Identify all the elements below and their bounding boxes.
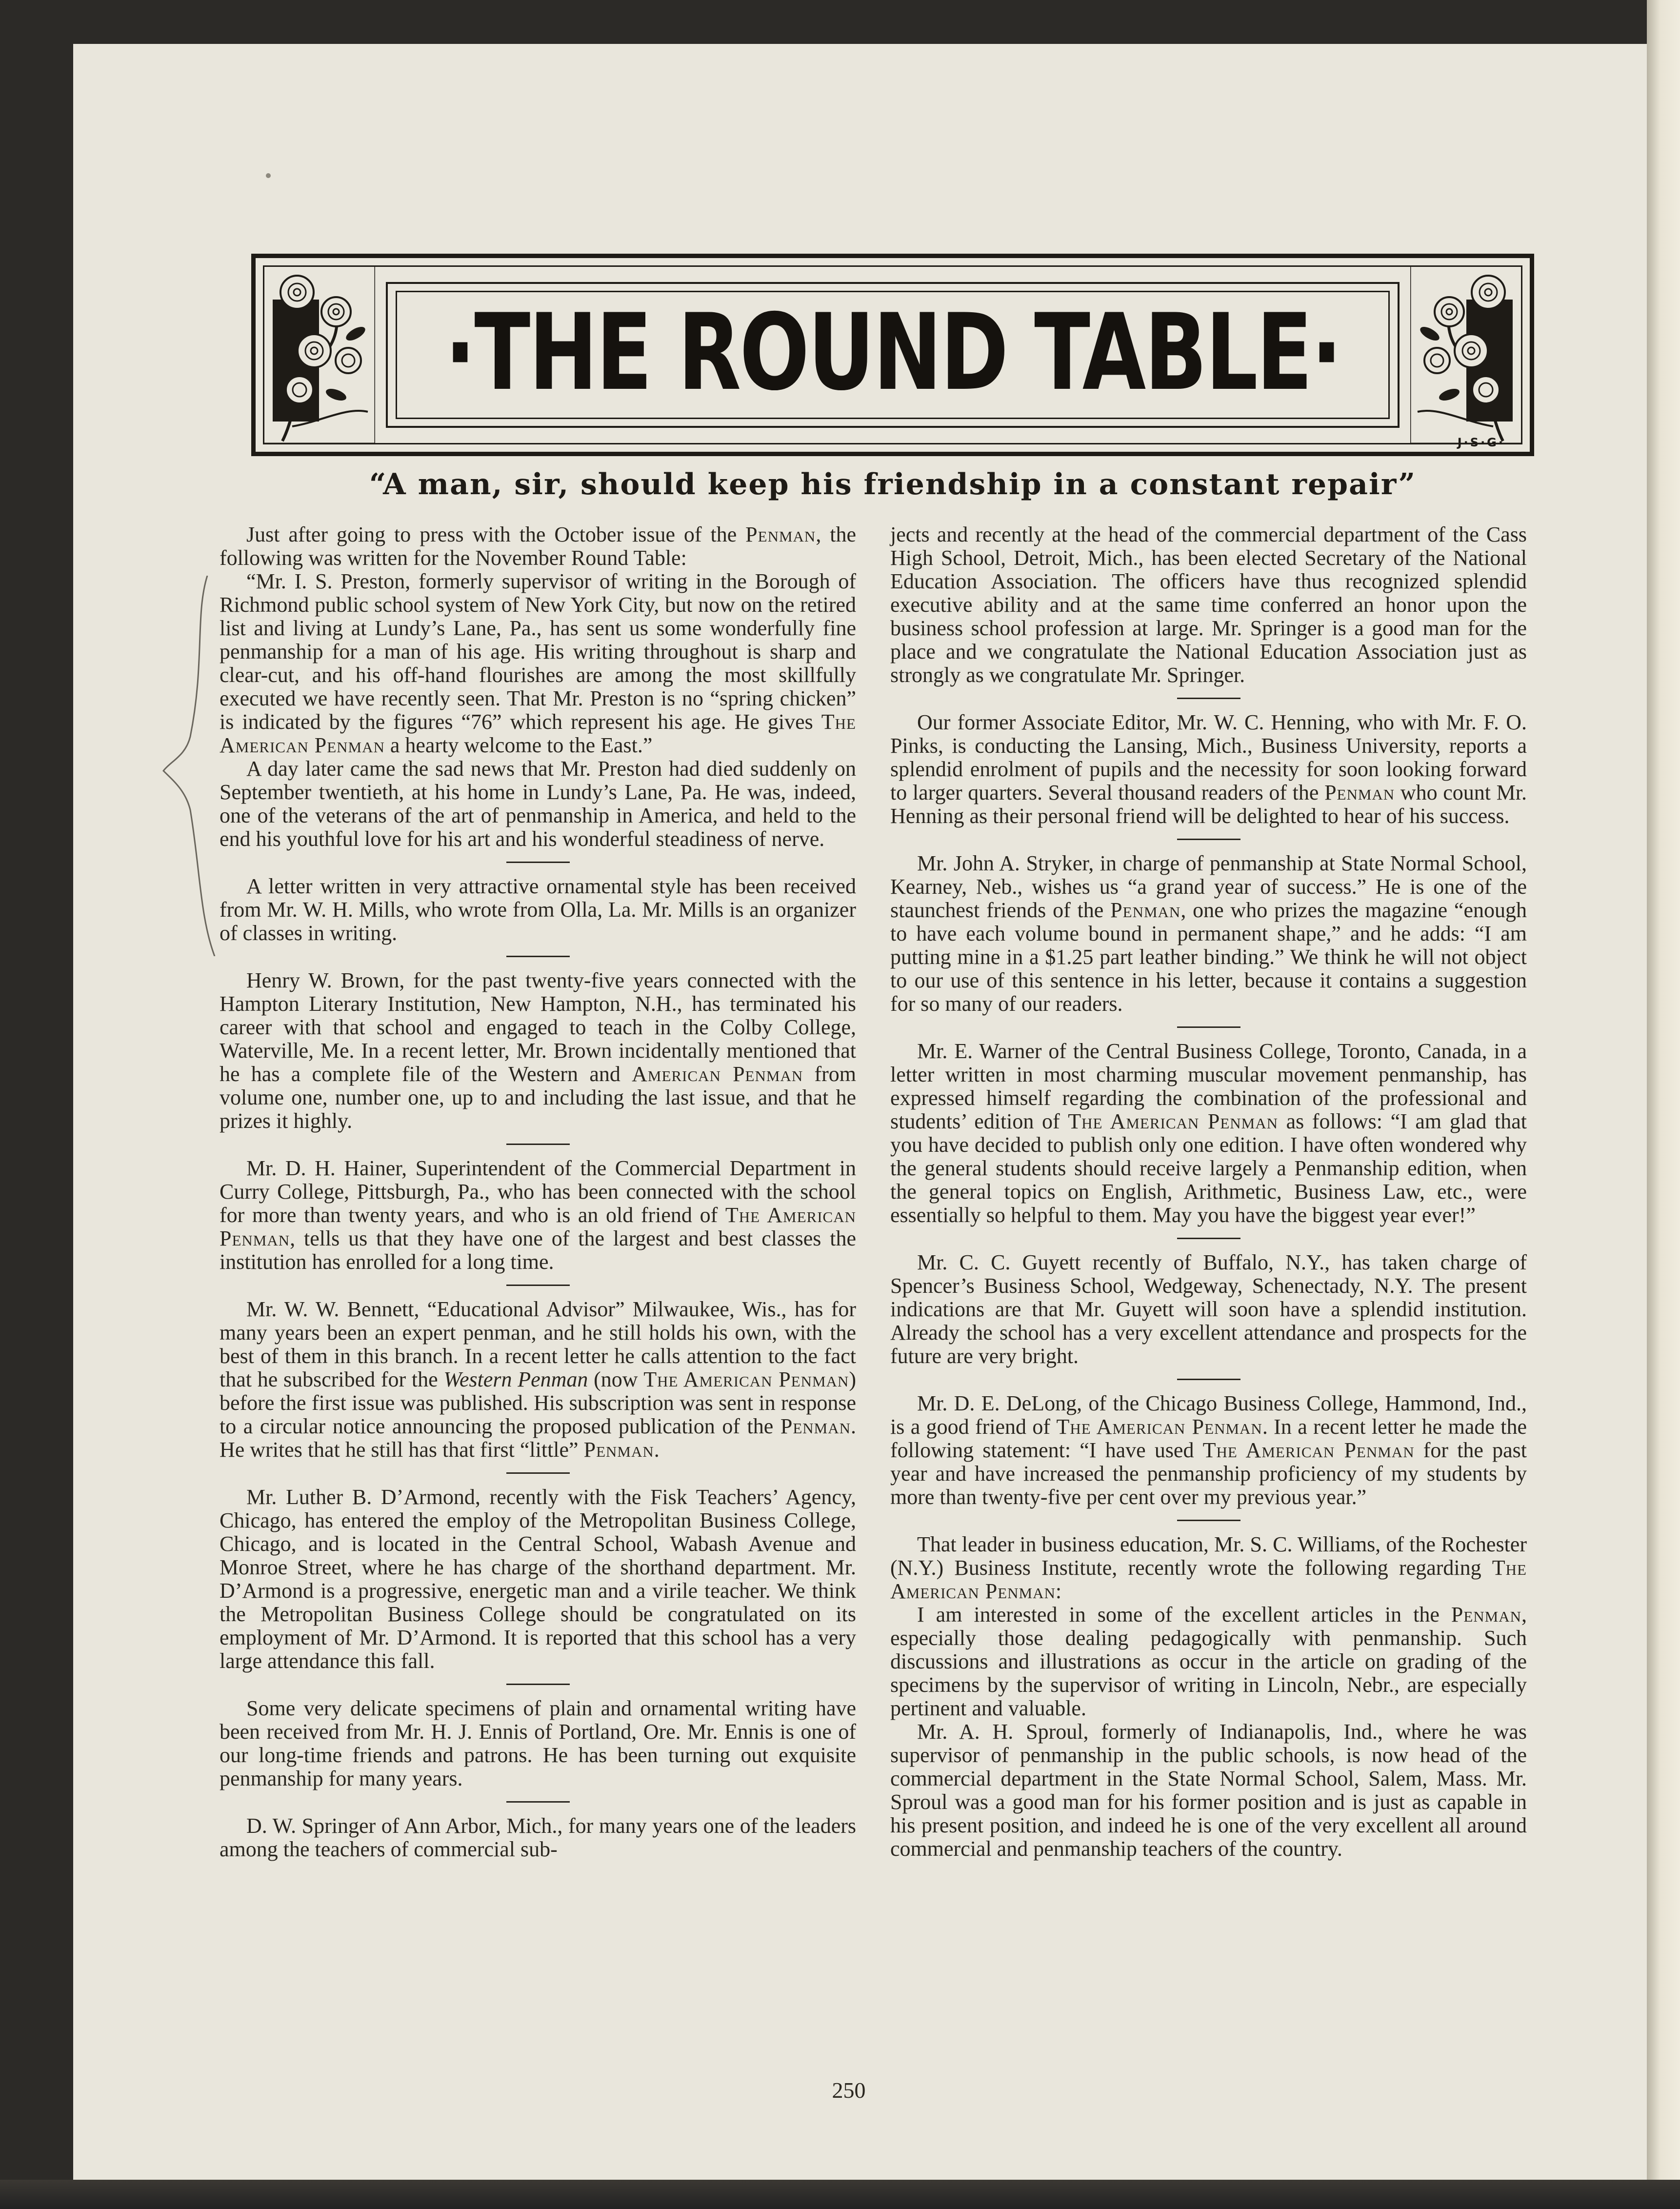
- paragraph-text: .: [654, 1438, 660, 1462]
- section-divider: [506, 956, 570, 957]
- publication-name: The American Penman: [1056, 1415, 1262, 1439]
- left-column: [220, 523, 856, 1861]
- article-paragraph: [890, 1533, 1527, 1603]
- article-paragraph: [890, 852, 1527, 1016]
- paragraph-text: I am interested in some of the excellent articles in the: [917, 1603, 1451, 1627]
- paragraph-text: , one who prizes the magazine “enough to have each volume bound in permanent shape,” and he adds: “I am putting mine in a $1.25 part leather binding.” We think he will not object to our use of this sentence in his letter, because it contains a suggestion for so many of our readers.: [890, 898, 1527, 1016]
- paragraph-text: from volume one, number one, up to and including the last issue, and that he prizes it highly.: [220, 1062, 857, 1133]
- paragraph-text: , the following was written for the November Round Table:: [220, 522, 856, 570]
- publication-name: American Penman: [632, 1062, 803, 1086]
- section-divider: [506, 862, 570, 863]
- section-divider: [506, 1684, 570, 1685]
- section-divider: [506, 1285, 570, 1286]
- article-paragraph: [890, 1251, 1527, 1368]
- motto-subtitle: “A man, sir, should keep his friendship in a constant repair”: [369, 467, 1417, 502]
- paragraph-text: Henry W. Brown, for the past twenty-five years connected with the Hampton Literary Institution, New Hampton, N.H., has terminated his career with that school and engaged to teach in the Colby College, Waterville, Me. In a recent letter, Mr. Brown incidentally mentioned that he has a complete file of the Western and: [220, 968, 856, 1086]
- paragraph-text: jects and recently at the head of the commercial department of the Cass High School, Detroit, Mich., has been elected Secretary of the National Education Association. The officers have thus recognized splendid executive ability and at the same time conferred an honor upon the business school profession at large. Mr. Springer is a good man for the place and we congratulate the National Education Association just as strongly as we congratulate Mr. Springer.: [890, 522, 1527, 687]
- artist-initials: J·S·G·: [1457, 436, 1505, 449]
- paragraph-text: “Mr. I. S. Preston, formerly supervisor of writing in the Borough of Richmond public school system of New York City, but now on the retired list and living at Lundy’s Lane, Pa., has sent us some wonderfully fine penmanship for a man of his age. His writing throughout is sharp and clear-cut, and his off-hand flourishes are among the most skillfully executed we have recently seen. That Mr. Preston is no “spring chicken” is indicated by the figures “76” which represent his age. He gives: [220, 569, 856, 734]
- round-table-banner: [251, 254, 1534, 456]
- publication-name: The American Penman: [890, 1556, 1527, 1603]
- paragraph-text: That leader in business education, Mr. S. C. Williams, of the Rochester (N.Y.) Business Institute, recently wrote the following regarding: [890, 1532, 1527, 1580]
- publication-name: Penman: [583, 1438, 654, 1462]
- article-paragraph: [220, 875, 856, 945]
- right-column: [890, 523, 1527, 1861]
- article-paragraph: [220, 1486, 856, 1673]
- paragraph-text: as follows: “I am glad that you have decided to publish only one edition. I have often wondered why the general students should receive largely a Penmanship edition, when the general topics on English, Arithmetic, Business Law, etc., were essentially so helpful to them. May you have the biggest year ever!”: [890, 1109, 1527, 1227]
- italic-title: Western Penman: [443, 1367, 588, 1391]
- article-paragraph: [220, 969, 856, 1133]
- paragraph-text: (now: [588, 1367, 644, 1391]
- paragraph-text: Our former Associate Editor, Mr. W. C. Henning, who with Mr. F. O. Pinks, is conducting the Lansing, Mich., Business University, reports a splendid enrolment of pupils and the necessity for soon looking forward to larger quarters. Several thousand readers of the: [890, 710, 1527, 804]
- paragraph-text: A day later came the sad news that Mr. Preston had died suddenly on September twentieth, at his home in Lundy’s Lane, Pa. He was, indeed, one of the veterans of the art of penmanship in America, and held to the end his youthful love for his art and his wonderful steadiness of nerve.: [220, 757, 856, 851]
- paragraph-text: . He writes that he still has that first “little”: [220, 1414, 856, 1462]
- article-paragraph: [890, 711, 1527, 828]
- paragraph-text: for the past year and have increased the penmanship proficiency of my students by more than twenty-five per cent over my previous year.”: [890, 1438, 1527, 1509]
- paragraph-text: :: [1055, 1579, 1062, 1603]
- paragraph-text: D. W. Springer of Ann Arbor, Mich., for many years one of the leaders among the teachers of commercial sub-: [220, 1814, 856, 1861]
- paragraph-text: Mr. D. H. Hainer, Superintendent of the Commercial Department in Curry College, Pittsburgh, Pa., who has been connected with the school for more than twenty years, and who is an old friend of: [220, 1156, 856, 1227]
- publication-name: The American Penman: [1068, 1109, 1278, 1133]
- paragraph-text: Mr. A. H. Sproul, formerly of Indianapolis, Ind., where he was supervisor of penmanship in the public schools, is now head of the commercial department in the State Normal School, Salem, Mass. Mr. Sproul was a good man for his former position and is just as capable in his present position, and indeed he is one of the very excellent all around commercial and penmanship teachers of the country.: [890, 1720, 1527, 1861]
- adjacent-page-edge: [1647, 0, 1680, 2209]
- page-number: 250: [832, 2078, 866, 2103]
- paragraph-text: Mr. Luther B. D’Armond, recently with the Fisk Teachers’ Agency, Chicago, has entered the employ of the Metropolitan Business College, Chicago, and is located in the Central School, Wabash Avenue and Monroe Street, where he has charge of the shorthand department. Mr. D’Armond is a progressive, energetic man and a virile teacher. We think the Metropolitan Business College should be congratulated on its employment of Mr. D’Armond. It is reported that this school has a very large attendance this fall.: [220, 1485, 856, 1673]
- publication-name: Penman: [1451, 1603, 1521, 1627]
- article-paragraph: [890, 1603, 1527, 1720]
- publication-name: Penman: [745, 522, 816, 546]
- paragraph-text: . In a recent letter he made the following statement: “I have used: [890, 1415, 1527, 1462]
- article-paragraph: [220, 1697, 856, 1790]
- paragraph-text: Mr. C. C. Guyett recently of Buffalo, N.Y., has taken charge of Spencer’s Business School, Wedgeway, Schenectady, N.Y. The present indications are that Mr. Guyett will soon have a splendid institution. Already the school has a very excellent attendance and prospects for the future are very bright.: [890, 1250, 1527, 1368]
- paragraph-text: ) before the first issue was published. His subscription was sent in response to a circular notice announcing the proposed publication of the: [220, 1367, 856, 1438]
- paragraph-text: , especially those dealing pedagogically with penmanship. Such discussions and illustrations as occur in the article on grading of the specimens by the supervisor of writing in Lincoln, Nebr., are especially pertinent and valuable.: [890, 1603, 1527, 1720]
- publication-name: Penman: [780, 1414, 851, 1438]
- margin-bracket-mark: [161, 576, 220, 956]
- article-paragraph: [220, 1157, 856, 1274]
- paragraph-text: who count Mr. Henning as their personal friend will be delighted to hear of his success.: [890, 781, 1527, 828]
- section-divider: [1177, 698, 1240, 699]
- article-paragraph: [220, 757, 856, 851]
- section-divider: [506, 1472, 570, 1474]
- article-paragraph: [890, 1040, 1527, 1227]
- paragraph-text: Just after going to press with the October issue of the: [246, 522, 746, 546]
- paragraph-text: Mr. John A. Stryker, in charge of penmanship at State Normal School, Kearney, Neb., wishes us “a grand year of success.” He is one of the staunchest friends of the: [890, 851, 1527, 922]
- article-paragraph: [220, 523, 856, 570]
- section-divider: [1177, 1238, 1240, 1239]
- article-paragraph: [890, 1392, 1527, 1509]
- publication-name: The American Penman: [220, 710, 856, 757]
- paragraph-text: A letter written in very attractive ornamental style has been received from Mr. W. H. Mills, who wrote from Olla, La. Mr. Mills is an organizer of classes in writing.: [220, 874, 856, 945]
- paragraph-text: Mr. W. W. Bennett, “Educational Advisor” Milwaukee, Wis., has for many years been an expert penman, and he still holds his own, with the best of them in this branch. In a recent letter he calls attention to the fact that he subscribed for the: [220, 1297, 856, 1391]
- section-divider: [1177, 1026, 1240, 1028]
- paper-blemish: [266, 173, 271, 178]
- rose-ornament-left-icon: [263, 265, 375, 443]
- rose-ornament-right-icon: [1410, 265, 1522, 443]
- paragraph-text: , tells us that they have one of the largest and best classes the institution has enrolled for a long time.: [220, 1226, 856, 1274]
- article-paragraph: [890, 523, 1527, 687]
- paragraph-text: Mr. D. E. DeLong, of the Chicago Business College, Hammond, Ind., is a good friend of: [890, 1391, 1527, 1439]
- article-paragraph: [220, 1298, 856, 1462]
- publication-name: The American Penman: [643, 1367, 849, 1391]
- article-paragraph: [220, 570, 856, 757]
- section-divider: [1177, 839, 1240, 840]
- paragraph-text: a hearty welcome to the East.”: [384, 733, 653, 757]
- section-divider: [1177, 1379, 1240, 1380]
- section-divider: [506, 1144, 570, 1145]
- publication-name: Penman: [1110, 898, 1181, 922]
- publication-name: Penman: [1324, 781, 1395, 804]
- article-paragraph: [220, 1814, 856, 1861]
- paragraph-text: Mr. E. Warner of the Central Business College, Toronto, Canada, in a letter written in most charming muscular movement penmanship, has expressed himself regarding the combination of the professional and students’ edition of: [890, 1039, 1527, 1133]
- publication-name: The American Penman: [220, 1203, 856, 1250]
- paragraph-text: Some very delicate specimens of plain and ornamental writing have been received from Mr. H. J. Ennis of Portland, Ore. Mr. Ennis is one of our long-time friends and patrons. He has been turning out exquisite penmanship for many years.: [220, 1696, 856, 1790]
- article-paragraph: [890, 1720, 1527, 1861]
- page-title: ·THE ROUND TABLE·: [444, 291, 1341, 414]
- scan-bottom-edge: [0, 2180, 1680, 2209]
- section-divider: [1177, 1520, 1240, 1521]
- publication-name: The American Penman: [1202, 1438, 1415, 1462]
- section-divider: [506, 1801, 570, 1803]
